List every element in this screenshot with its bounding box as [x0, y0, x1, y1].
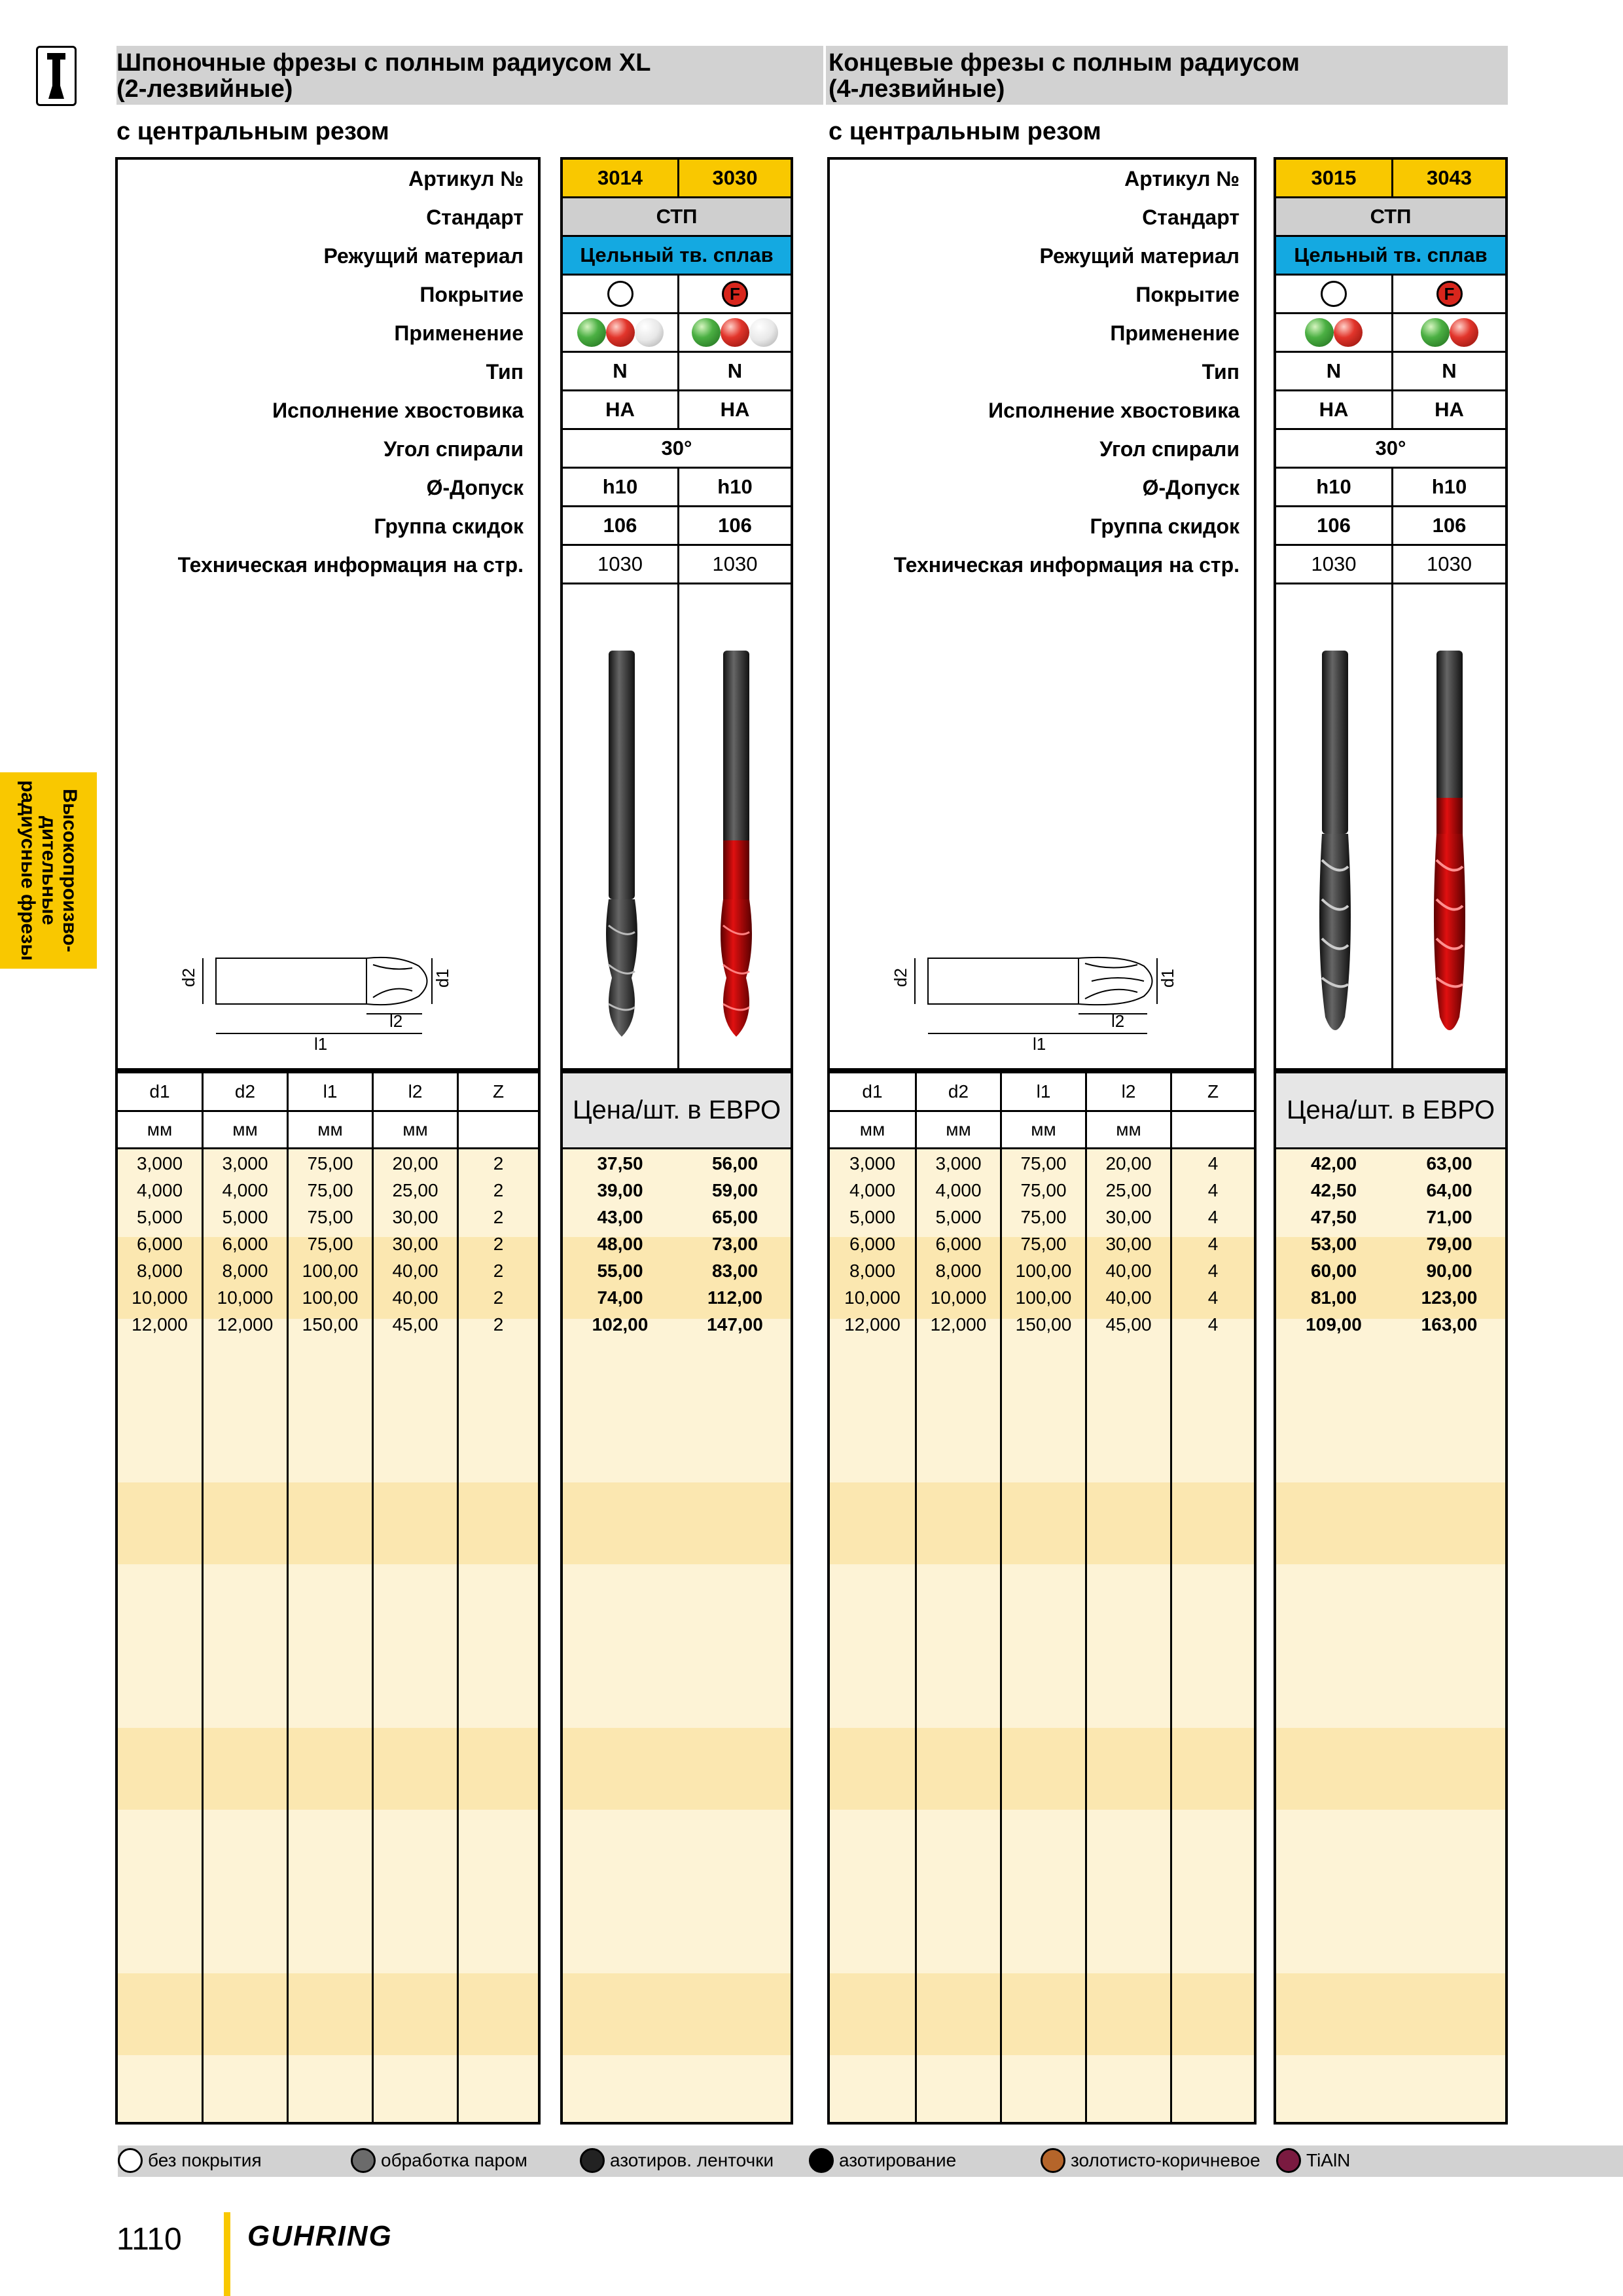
right-cell-l2: 30,00 — [1105, 1234, 1152, 1254]
legend-label: без покрытия — [148, 2150, 262, 2170]
dim-header-d2: d2 — [948, 1081, 969, 1102]
right-cell-d1: 6,000 — [849, 1234, 896, 1254]
no-coating-icon — [607, 281, 633, 307]
tool-image-3014 — [599, 651, 645, 1043]
right-cell-d2: 8,000 — [935, 1261, 982, 1281]
left-cell-l2: 25,00 — [392, 1180, 438, 1200]
left-cell-d1: 6,000 — [136, 1234, 183, 1254]
application-3043 — [1393, 314, 1505, 353]
left-cell-z: 2 — [493, 1207, 504, 1227]
tolerance-3015: h10 — [1276, 469, 1391, 507]
right-l1-label: l1 — [1033, 1034, 1046, 1050]
right-cell-p2: 90,00 — [1426, 1261, 1472, 1281]
left-material: Цельный тв. сплав — [563, 237, 791, 276]
right-cell-d1: 10,000 — [844, 1287, 901, 1308]
coating-swatch-icon — [351, 2148, 376, 2173]
right-cell-p2: 79,00 — [1426, 1234, 1472, 1254]
shank-3043: HA — [1393, 391, 1505, 430]
green-ball-icon — [577, 318, 606, 347]
right-cell-p2: 123,00 — [1421, 1287, 1478, 1308]
left-cell-d1: 5,000 — [136, 1207, 183, 1227]
right-cell-z: 4 — [1207, 1207, 1219, 1227]
article-3014: 3014 — [563, 160, 677, 198]
page-3043: 1030 — [1393, 546, 1505, 584]
left-cell-p1: 102,00 — [592, 1314, 649, 1335]
dim-header-l1: l1 — [323, 1081, 338, 1102]
left-cell-z: 2 — [493, 1314, 504, 1335]
right-d2-label: d2 — [891, 968, 910, 987]
dim-header-l1: l1 — [1036, 1081, 1051, 1102]
right-spec-panel — [827, 157, 1257, 1071]
left-cell-z: 2 — [493, 1153, 504, 1174]
right-cell-d1: 8,000 — [849, 1261, 896, 1281]
shank-3030: HA — [679, 391, 791, 430]
left-cell-p2: 73,00 — [711, 1234, 758, 1254]
legend-item — [1276, 2148, 1350, 2173]
article-3015: 3015 — [1276, 160, 1391, 198]
right-cell-l2: 45,00 — [1105, 1314, 1152, 1335]
left-cell-p1: 74,00 — [597, 1287, 643, 1308]
left-cell-z: 2 — [493, 1287, 504, 1308]
right-cell-z: 4 — [1207, 1180, 1219, 1200]
right-d1-label: d1 — [1158, 969, 1177, 988]
right-cell-l1: 75,00 — [1020, 1234, 1067, 1254]
right-price-table — [1274, 1071, 1508, 2125]
legend-label: азотиров. ленточки — [610, 2150, 774, 2170]
right-cell-d1: 4,000 — [849, 1180, 896, 1200]
right-cell-l1: 150,00 — [1015, 1314, 1072, 1335]
dim-unit: мм — [317, 1119, 343, 1139]
footer-divider — [224, 2212, 230, 2296]
type-3014: N — [563, 353, 677, 391]
dim-unit: мм — [946, 1119, 971, 1139]
left-spec-labels: Артикул № Стандарт Режущий материал Покрытие Применение Тип Исполнение хвостовика Угол спирали Ø-Допуск Группа скидок Техническая информация на стр. — [177, 167, 524, 577]
right-cell-p1: 109,00 — [1306, 1314, 1362, 1335]
right-product-panel — [1274, 157, 1508, 1071]
right-cell-l1: 75,00 — [1020, 1180, 1067, 1200]
left-d2-label: d2 — [179, 968, 198, 987]
coating-3014 — [563, 276, 677, 314]
right-cell-z: 4 — [1207, 1234, 1219, 1254]
left-cell-z: 2 — [493, 1261, 504, 1281]
dim-unit: мм — [1116, 1119, 1141, 1139]
left-cell-p1: 55,00 — [597, 1261, 643, 1281]
right-cell-l2: 40,00 — [1105, 1287, 1152, 1308]
discount-3043: 106 — [1393, 507, 1505, 546]
type-3043: N — [1393, 353, 1505, 391]
coating-f-icon: F — [1436, 281, 1463, 307]
right-dimension-table — [827, 1071, 1257, 2125]
dim-unit: мм — [859, 1119, 885, 1139]
left-cell-p1: 37,50 — [597, 1153, 643, 1174]
left-cell-p2: 59,00 — [711, 1180, 758, 1200]
type-3015: N — [1276, 353, 1391, 391]
coating-3015 — [1276, 276, 1391, 314]
article-3043: 3043 — [1393, 160, 1505, 198]
right-cell-p1: 81,00 — [1310, 1287, 1357, 1308]
left-cell-l1: 75,00 — [307, 1180, 353, 1200]
right-standard: СТП — [1276, 198, 1505, 237]
dim-header-l2: l2 — [1121, 1081, 1136, 1102]
tool-image-3043 — [1427, 651, 1472, 1043]
brand-logo: GUHRING — [247, 2220, 393, 2252]
dim-unit: мм — [1031, 1119, 1056, 1139]
right-cell-l1: 75,00 — [1020, 1207, 1067, 1227]
right-cell-l1: 75,00 — [1020, 1153, 1067, 1174]
green-ball-icon — [1305, 318, 1334, 347]
right-cell-d2: 5,000 — [935, 1207, 982, 1227]
left-cell-d1: 10,000 — [132, 1287, 188, 1308]
left-d1-label: d1 — [433, 969, 452, 988]
left-cell-l1: 75,00 — [307, 1153, 353, 1174]
right-cell-p1: 47,50 — [1310, 1207, 1357, 1227]
tolerance-3043: h10 — [1393, 469, 1505, 507]
left-cell-z: 2 — [493, 1234, 504, 1254]
dim-unit: мм — [232, 1119, 258, 1139]
dim-header-l2: l2 — [408, 1081, 423, 1102]
left-cell-l2: 20,00 — [392, 1153, 438, 1174]
left-cell-l2: 30,00 — [392, 1207, 438, 1227]
left-cell-d1: 8,000 — [136, 1261, 183, 1281]
left-cell-p1: 43,00 — [597, 1207, 643, 1227]
dim-header-d1: d1 — [149, 1081, 170, 1102]
right-cell-d2: 3,000 — [935, 1153, 982, 1174]
red-ball-icon — [721, 318, 749, 347]
right-l2-label: l2 — [1111, 1011, 1125, 1031]
shank-3014: HA — [563, 391, 677, 430]
dim-header-z: Z — [1207, 1081, 1219, 1102]
left-cell-l1: 100,00 — [302, 1261, 359, 1281]
page-number: 1110 — [116, 2222, 182, 2257]
tool-image-3030 — [713, 651, 759, 1043]
right-cell-p2: 163,00 — [1421, 1314, 1478, 1335]
discount-3015: 106 — [1276, 507, 1391, 546]
left-cell-p1: 48,00 — [597, 1234, 643, 1254]
white-ball-icon — [749, 318, 778, 347]
left-cell-d2: 10,000 — [217, 1287, 274, 1308]
left-cell-p2: 112,00 — [707, 1287, 763, 1308]
page-3030: 1030 — [679, 546, 791, 584]
no-coating-icon — [1321, 281, 1347, 307]
tool-image-3015 — [1312, 651, 1358, 1043]
legend-item — [580, 2148, 774, 2173]
tolerance-3014: h10 — [563, 469, 677, 507]
left-cell-d2: 4,000 — [222, 1180, 268, 1200]
left-title: Шпоночные фрезы с полным радиусом XL (2-лезвийные) — [116, 49, 651, 103]
left-cell-l1: 100,00 — [302, 1287, 359, 1308]
tolerance-3030: h10 — [679, 469, 791, 507]
application-3030 — [679, 314, 791, 353]
left-cell-d2: 5,000 — [222, 1207, 268, 1227]
left-cell-z: 2 — [493, 1180, 504, 1200]
right-cell-l1: 100,00 — [1015, 1261, 1072, 1281]
right-cell-z: 4 — [1207, 1314, 1219, 1335]
type-3030: N — [679, 353, 791, 391]
right-cell-p1: 53,00 — [1310, 1234, 1357, 1254]
white-ball-icon — [635, 318, 664, 347]
right-cell-d2: 4,000 — [935, 1180, 982, 1200]
left-cell-d2: 3,000 — [222, 1153, 268, 1174]
right-cell-d2: 10,000 — [930, 1287, 987, 1308]
left-cell-p2: 83,00 — [711, 1261, 758, 1281]
left-price-header: Цена/шт. в ЕВРО — [563, 1073, 791, 1147]
left-cell-l2: 40,00 — [392, 1287, 438, 1308]
right-cell-z: 4 — [1207, 1261, 1219, 1281]
page-3014: 1030 — [563, 546, 677, 584]
right-cell-d1: 3,000 — [849, 1153, 896, 1174]
legend-label: обработка паром — [381, 2150, 527, 2170]
left-cell-l1: 150,00 — [302, 1314, 359, 1335]
dim-header-d2: d2 — [234, 1081, 256, 1102]
left-cell-d1: 3,000 — [136, 1153, 183, 1174]
legend-label: TiAlN — [1306, 2150, 1351, 2170]
legend-label: золотисто-коричневое — [1071, 2150, 1260, 2170]
left-cell-d1: 4,000 — [136, 1180, 183, 1200]
dim-header-z: Z — [492, 1081, 505, 1102]
left-l1-label: l1 — [314, 1034, 328, 1050]
left-l2-label: l2 — [389, 1011, 403, 1031]
side-tab: Высокопроизво- дительные радиусные фрезы — [0, 772, 97, 969]
application-3015 — [1276, 314, 1391, 353]
discount-3030: 106 — [679, 507, 791, 546]
coating-f-icon: F — [722, 281, 748, 307]
left-cell-d2: 8,000 — [222, 1261, 268, 1281]
left-cell-p2: 65,00 — [711, 1207, 758, 1227]
left-cell-l2: 30,00 — [392, 1234, 438, 1254]
right-cell-l2: 25,00 — [1105, 1180, 1152, 1200]
legend-item — [1041, 2148, 1260, 2173]
right-price-header: Цена/шт. в ЕВРО — [1276, 1073, 1505, 1147]
right-cell-d1: 12,000 — [844, 1314, 901, 1335]
right-cell-l2: 40,00 — [1105, 1261, 1152, 1281]
right-cell-l2: 30,00 — [1105, 1207, 1152, 1227]
left-price-table — [560, 1071, 793, 2125]
right-cell-z: 4 — [1207, 1153, 1219, 1174]
right-cell-d1: 5,000 — [849, 1207, 896, 1227]
red-ball-icon — [1334, 318, 1363, 347]
right-cell-p2: 71,00 — [1426, 1207, 1472, 1227]
legend-item — [809, 2148, 956, 2173]
right-cell-p1: 60,00 — [1310, 1261, 1357, 1281]
dim-unit: мм — [402, 1119, 428, 1139]
right-spec-labels: Артикул № Стандарт Режущий материал Покрытие Применение Тип Исполнение хвостовика Угол спирали Ø-Допуск Группа скидок Техническая информация на стр. — [893, 167, 1240, 577]
green-ball-icon — [1421, 318, 1450, 347]
coating-swatch-icon — [809, 2148, 834, 2173]
green-ball-icon — [692, 318, 721, 347]
right-dimension-drawing — [869, 919, 1236, 1050]
left-cell-l2: 40,00 — [392, 1261, 438, 1281]
left-cell-l1: 75,00 — [307, 1234, 353, 1254]
left-dimension-drawing — [177, 919, 517, 1050]
left-spec-panel — [115, 157, 541, 1071]
right-helix: 30° — [1276, 430, 1505, 469]
right-cell-d2: 6,000 — [935, 1234, 982, 1254]
right-subtitle: с центральным резом — [829, 118, 1101, 145]
left-standard: СТП — [563, 198, 791, 237]
left-cell-l2: 45,00 — [392, 1314, 438, 1335]
left-cell-p1: 39,00 — [597, 1180, 643, 1200]
dim-unit: мм — [147, 1119, 173, 1139]
legend-label: азотирование — [839, 2150, 957, 2170]
left-dimension-table — [115, 1071, 541, 2125]
right-cell-l2: 20,00 — [1105, 1153, 1152, 1174]
right-cell-p1: 42,50 — [1310, 1180, 1357, 1200]
coating-swatch-icon — [118, 2148, 143, 2173]
coating-3030 — [679, 276, 791, 314]
left-cell-d2: 6,000 — [222, 1234, 268, 1254]
shank-3015: HA — [1276, 391, 1391, 430]
left-cell-p2: 56,00 — [711, 1153, 758, 1174]
left-helix: 30° — [563, 430, 791, 469]
right-cell-z: 4 — [1207, 1287, 1219, 1308]
discount-3014: 106 — [563, 507, 677, 546]
coating-swatch-icon — [1276, 2148, 1301, 2173]
right-material: Цельный тв. сплав — [1276, 237, 1505, 276]
legend-item — [351, 2148, 527, 2173]
left-subtitle: с центральным резом — [116, 118, 389, 145]
article-3030: 3030 — [679, 160, 791, 198]
coating-3043 — [1393, 276, 1505, 314]
dim-header-d1: d1 — [862, 1081, 883, 1102]
left-cell-d1: 12,000 — [132, 1314, 188, 1335]
right-cell-d2: 12,000 — [930, 1314, 987, 1335]
right-cell-l1: 100,00 — [1015, 1287, 1072, 1308]
page-3015: 1030 — [1276, 546, 1391, 584]
right-cell-p2: 63,00 — [1426, 1153, 1472, 1174]
coating-swatch-icon — [1041, 2148, 1065, 2173]
left-cell-d2: 12,000 — [217, 1314, 274, 1335]
coating-swatch-icon — [580, 2148, 605, 2173]
logo-icon — [36, 46, 77, 106]
left-cell-p2: 147,00 — [707, 1314, 763, 1335]
right-cell-p2: 64,00 — [1426, 1180, 1472, 1200]
red-ball-icon — [606, 318, 635, 347]
application-3014 — [563, 314, 677, 353]
legend-item — [118, 2148, 262, 2173]
right-cell-p1: 42,00 — [1310, 1153, 1357, 1174]
red-ball-icon — [1450, 318, 1478, 347]
left-cell-l1: 75,00 — [307, 1207, 353, 1227]
left-product-panel — [560, 157, 793, 1071]
right-title: Концевые фрезы с полным радиусом (4-лезвийные) — [829, 49, 1300, 103]
